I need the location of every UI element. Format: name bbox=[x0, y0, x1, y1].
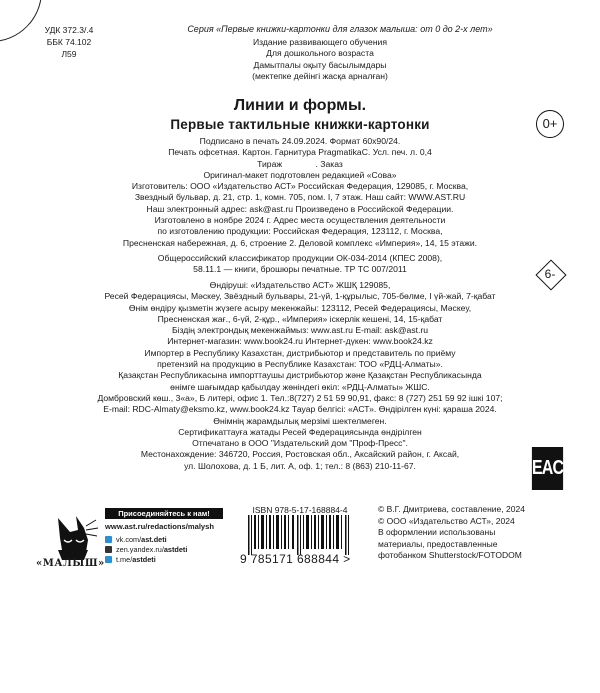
imprint-line: Оригинал-макет подготовлен редакцией «Сова» bbox=[203, 169, 397, 180]
social-prefix: zen.yandex.ru/ bbox=[116, 545, 164, 554]
title-block bbox=[0, 96, 600, 134]
edition-line: Для дошкольного возраста bbox=[266, 48, 374, 59]
book-subtitle: Первые тактильные книжки-картонки bbox=[170, 117, 430, 132]
kz-imprint-line: Интернет-магазин: www.book24.ru Интернет-дүкен: www.book24.kz bbox=[167, 336, 433, 347]
kz-imprint-line: Біздің электрондық мекенжаймыз: www.ast.ru E-mail: ask@ast.ru bbox=[171, 325, 429, 336]
kz-imprint-line: Импортер в Республику Казахстан, дистрибьютор и представитель по приёму bbox=[144, 347, 456, 358]
kz-imprint-line: Өндіруші: «Издательство АСТ» ЖШҚ 129085, bbox=[209, 280, 391, 290]
classifier-line: 58.11.1 — книги, брошюры печатные. ТР ТС 007/2011 bbox=[193, 264, 407, 275]
kz-imprint-line: Пресненская жағ., 6-үй, 2-құр., «Империя» іскерлік кешені, 14, 15-қабат bbox=[157, 313, 443, 324]
age-rating-badge: 0+ bbox=[536, 110, 564, 138]
barcode-icon bbox=[248, 515, 360, 555]
copyright-line: материалы, предоставленные bbox=[378, 538, 498, 549]
social-handle: astdeti bbox=[163, 545, 188, 554]
join-us-banner: Присоединяйтесь к нам! bbox=[105, 508, 223, 519]
edition-line: Издание развивающего обучения bbox=[252, 37, 388, 47]
book-title: Линии и формы. bbox=[233, 97, 367, 114]
zen-icon bbox=[105, 546, 112, 553]
imprint-line: Звездный бульвар, д. 21, стр. 1, комн. 705, пом. I, 7 этаж. Наш сайт: WWW.AST.RU bbox=[134, 192, 466, 203]
imprint-line: по изготовлению продукции: Российская Федерация, 123112, г. Москва, bbox=[157, 226, 443, 237]
kz-imprint-line: Қазақстан Республикасына импорттаушы дистрибьютор және Қазақстан Республикасында bbox=[118, 370, 482, 381]
kz-imprint-line: претензий на продукцию в Республике Казахстан: ТОО «РДЦ-Алматы». bbox=[157, 359, 443, 370]
imprint-line: Пресненская набережная, д. 6, строение 2. Деловой комплекс «Империя», 14, 15 этажи. bbox=[122, 237, 478, 248]
copyright-line: © В.Г. Дмитриева, составление, 2024 bbox=[378, 504, 525, 514]
social-link-zen[interactable] bbox=[105, 545, 187, 554]
imprint-line: Изготовлено в ноябре 2024 г. Адрес места осуществления деятельности bbox=[154, 215, 446, 226]
isbn-digits: 9 785171 688844 > bbox=[240, 552, 351, 566]
kz-imprint-line: Местонахождение: 346720, Россия, Ростовская обл., Аксайский район, г. Аксай, bbox=[140, 449, 460, 460]
edition-line: Дамытпалы оқыту басылымдары bbox=[253, 59, 387, 70]
kz-imprint-line: Сертификаттауға жатады Ресей Федерациясында өндірілген bbox=[178, 426, 422, 437]
kz-imprint-line: Домбровский көш., 3«а», Б литері, офис 1. Тел.:8(727) 2 51 59 90,91, факс: 8 (727) 251 59 92 ішкі 107; bbox=[97, 392, 503, 403]
isbn-label: ISBN 978-5-17-168884-4 bbox=[252, 505, 348, 515]
social-link-telegram[interactable] bbox=[105, 555, 156, 564]
imprint-block-3 bbox=[0, 280, 600, 472]
social-link-vk[interactable] bbox=[105, 535, 167, 544]
publisher-brand-name: «МАЛЫШ» bbox=[36, 558, 105, 569]
age-range-label: 6- bbox=[544, 267, 556, 281]
isbn-barcode-block bbox=[240, 505, 360, 566]
copyright-block bbox=[378, 504, 525, 562]
kz-imprint-line: өнімге шағымдар қабылдау жөніндегі өкіл: «РДЦ-Алматы» ЖШС. bbox=[170, 381, 430, 392]
malysh-cat-logo bbox=[48, 510, 104, 580]
kz-imprint-line: Ресей Федерациясы, Мәскеу, Звёздный бульвары, 21-үй, 1-құрылыс, 705-бөлме, I үй-жай, 7-қабат bbox=[104, 291, 496, 302]
social-handle: ast.deti bbox=[141, 535, 167, 544]
classifier-line: Общероссийский классификатор продукции ОК-034-2014 (КПЕС 2008), bbox=[157, 253, 443, 263]
edition-line: (мектепке дейінгі жасқа арналған) bbox=[252, 70, 388, 81]
kz-imprint-line: Өнім өндіру қызметін жүзеге асыру мекенжайы: 123112, Ресей Федерациясы, Мәскеу, bbox=[128, 302, 472, 313]
eac-certification-mark: EAC bbox=[532, 447, 563, 490]
kz-imprint-line: Отпечатано в ООО "Издательский дом "Проф-Пресс". bbox=[192, 438, 408, 449]
publisher-website-link[interactable]: www.ast.ru/redactions/malysh bbox=[105, 522, 215, 531]
author-mark: Л59 bbox=[61, 49, 77, 59]
imprint-line: Тираж . Заказ bbox=[257, 158, 343, 169]
copyright-line: фотобанком Shutterstock/FOTODOM bbox=[378, 550, 522, 560]
social-prefix: vk.com/ bbox=[116, 535, 142, 544]
telegram-icon bbox=[105, 556, 112, 563]
imprint-block-1 bbox=[0, 136, 600, 249]
series-block bbox=[80, 24, 600, 36]
imprint-line: Изготовитель: ООО «Издательство АСТ» Российская Федерация, 129085, г. Москва, bbox=[131, 181, 469, 192]
series-line: Серия «Первые книжки-картонки для глазок малыша: от 0 до 2-х лет» bbox=[187, 24, 493, 34]
imprint-block-2 bbox=[0, 253, 600, 276]
imprint-line: Печать офсетная. Картон. Гарнитура PragmatikaC. Усл. печ. л. 0,4 bbox=[168, 147, 432, 158]
copyright-line: В оформлении использованы bbox=[378, 527, 496, 537]
copyright-line: © ООО «Издательство АСТ», 2024 bbox=[378, 515, 515, 526]
imprint-line: Подписано в печать 24.09.2024. Формат 60х90/24. bbox=[199, 136, 401, 146]
social-prefix: t.me/ bbox=[116, 555, 133, 564]
kz-imprint-line: E-mail: RDC-Almaty@eksmo.kz, www.book24.kz Тауар белгісі: «АСТ». Өндірілген күні: қараша 2024. bbox=[103, 404, 497, 415]
social-handle: astdeti bbox=[132, 555, 156, 564]
imprint-line: Наш электронный адрес: ask@ast.ru Произведено в Российской Федерации. bbox=[146, 203, 454, 214]
kz-imprint-line: Өнімнің жарамдылық мерзімі шектелмеген. bbox=[213, 415, 387, 426]
edition-block bbox=[60, 37, 580, 82]
bbk-code: ББК 74.102 bbox=[46, 37, 92, 47]
kz-imprint-line: ул. Шолохова, д. 1 Б, лит. А, оф. 1; тел.: 8 (863) 210-11-67. bbox=[184, 460, 416, 471]
udk-code: УДК 372.3/.4 bbox=[44, 25, 94, 35]
vk-icon bbox=[105, 536, 112, 543]
